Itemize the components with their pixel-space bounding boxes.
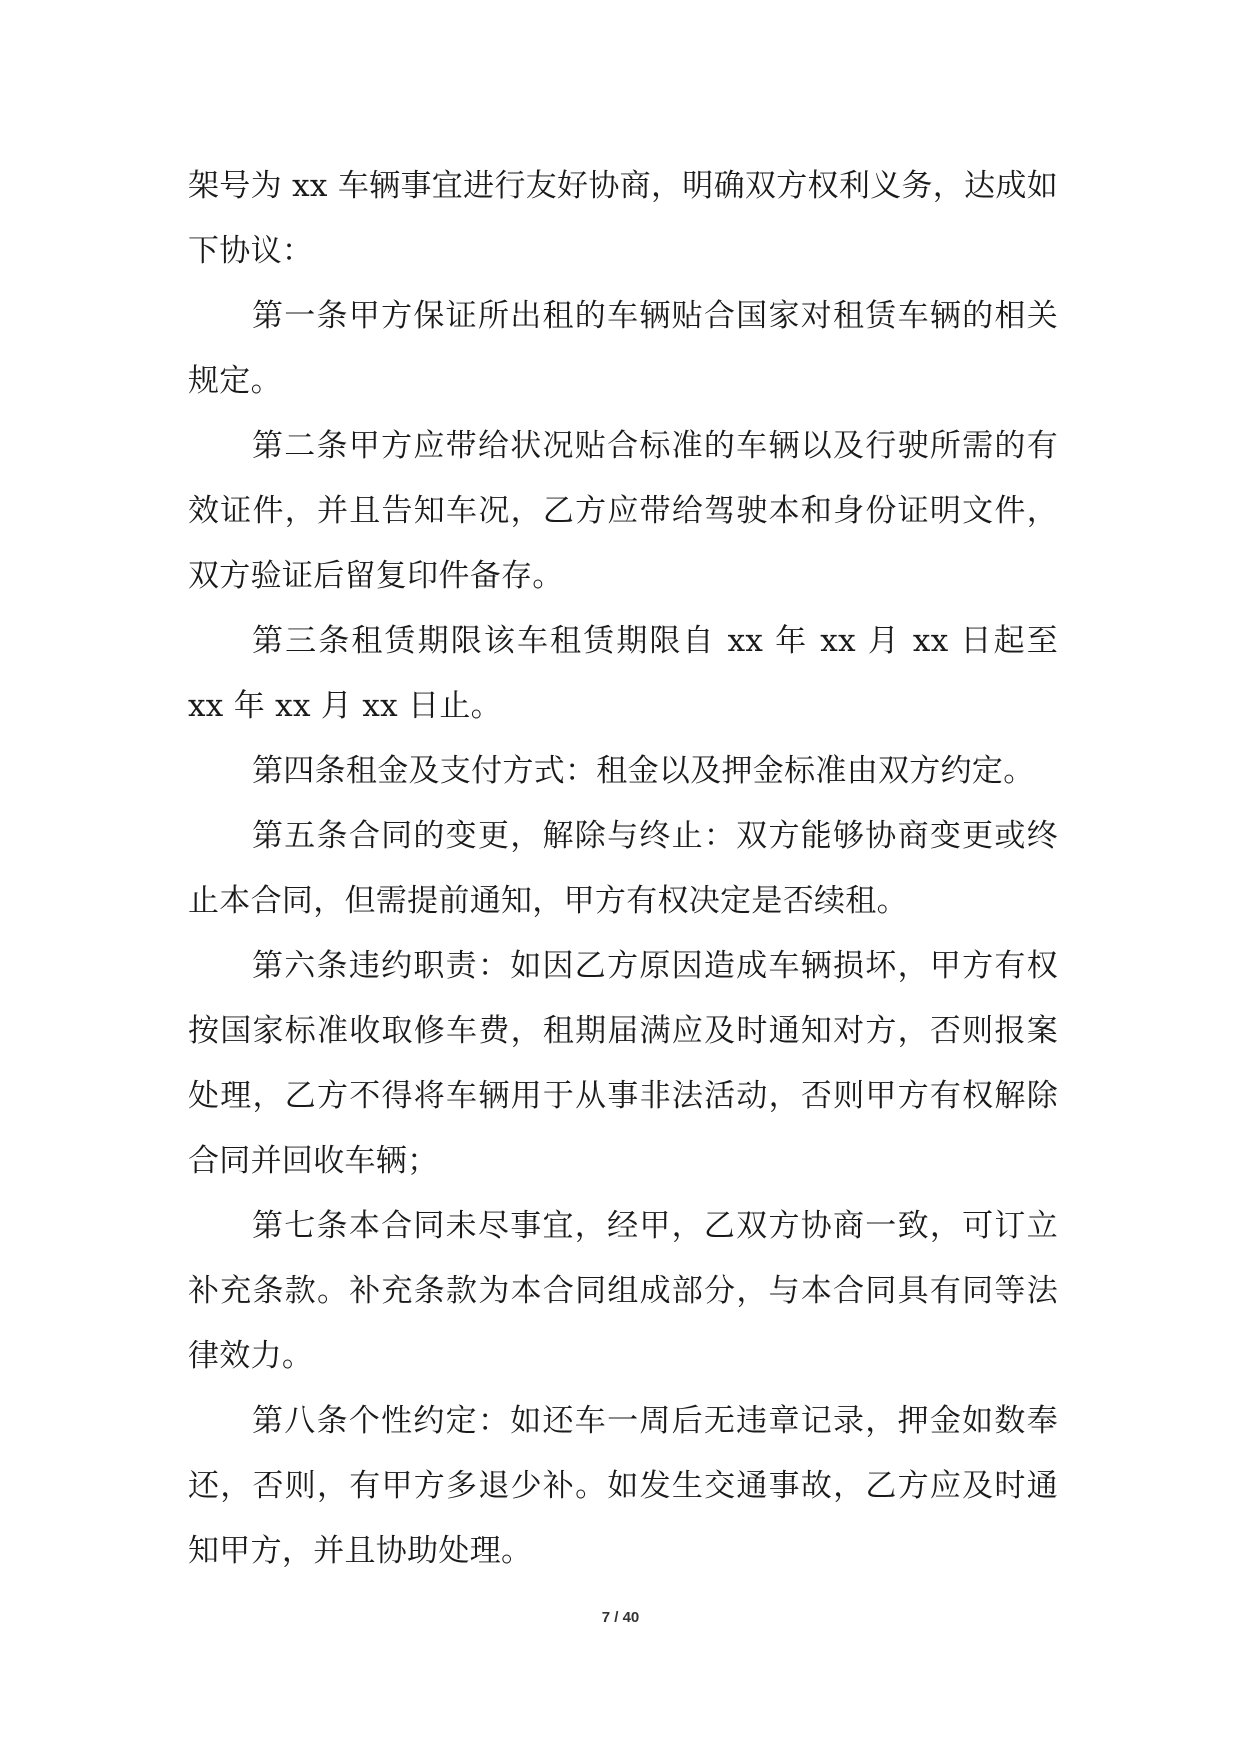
paragraph-article-5: 第五条合同的变更，解除与终止：双方能够协商变更或终止本合同，但需提前通知，甲方有权决定是否续租。 [188, 818, 1058, 919]
paragraph-article-8: 第八条个性约定：如还车一周后无违章记录，押金如数奉还，否则，有甲方多退少补。如发生交通事故，乙方应及时通知甲方，并且协助处理。 [188, 1403, 1058, 1569]
paragraph-article-2: 第二条甲方应带给状况贴合标准的车辆以及行驶所需的有效证件，并且告知车况，乙方应带给驾驶本和身份证明文件，双方验证后留复印件备存。 [188, 428, 1058, 594]
paragraph-article-7: 第七条本合同未尽事宜，经甲，乙双方协商一致，可订立补充条款。补充条款为本合同组成部分，与本合同具有同等法律效力。 [188, 1208, 1058, 1374]
paragraph-article-6: 第六条违约职责：如因乙方原因造成车辆损坏，甲方有权按国家标准收取修车费，租期届满应及时通知对方，否则报案处理，乙方不得将车辆用于从事非法活动，否则甲方有权解除合同并回收车辆； [188, 948, 1058, 1179]
paragraph-article-4: 第四条租金及支付方式：租金以及押金标准由双方约定。 [252, 753, 1035, 789]
paragraph-article-3: 第三条租赁期限该车租赁期限自 xx 年 xx 月 xx 日起至 xx 年 xx 月 xx 日止。 [188, 623, 1058, 724]
paragraph-article-1: 第一条甲方保证所出租的车辆贴合国家对租赁车辆的相关规定。 [188, 298, 1058, 399]
page-number: 7 / 40 [601, 1609, 640, 1626]
paragraph-intro-continued: 架号为 xx 车辆事宜进行友好协商，明确双方权利义务，达成如下协议： [188, 168, 1058, 269]
contract-body [188, 154, 1058, 1584]
